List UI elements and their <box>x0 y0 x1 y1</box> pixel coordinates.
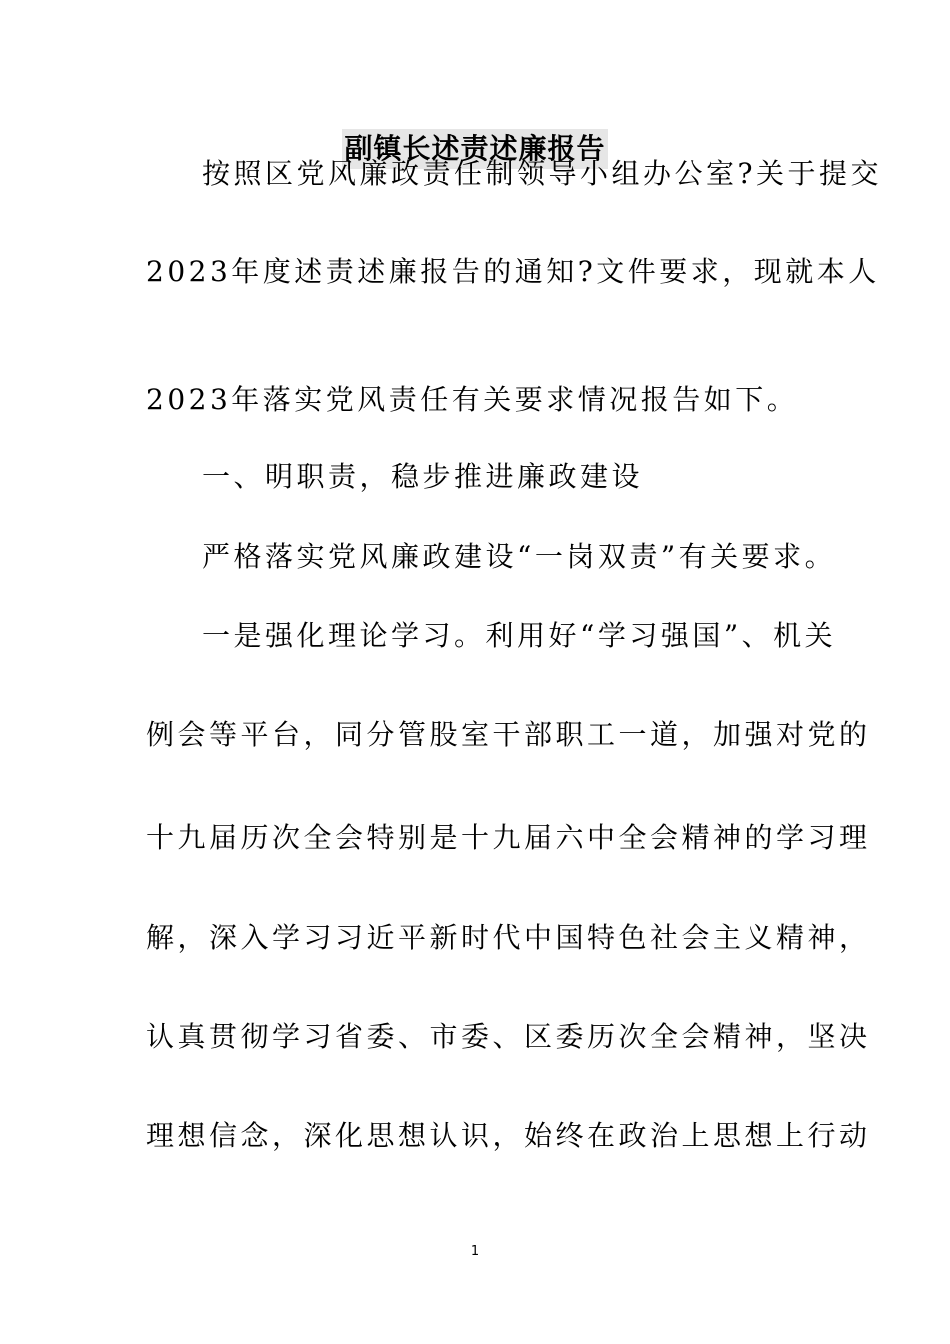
paragraph-line: 严格落实党风廉政建设“一岗双责”有关要求。 <box>202 540 837 573</box>
paragraph-line: 认真贯彻学习省委、市委、区委历次全会精神，坚决 <box>146 1020 871 1053</box>
paragraph-line: 理想信念，深化思想认识，始终在政治上思想上行动 <box>146 1119 871 1152</box>
paragraph-line: 解，深入学习习近平新时代中国特色社会主义精神， <box>146 921 871 954</box>
paragraph-line: 2023年落实党风责任有关要求情况报告如下。 <box>146 383 799 416</box>
paragraph-line: 十九届历次全会特别是十九届六中全会精神的学习理 <box>146 821 871 854</box>
paragraph-line: 例会等平台，同分管股室干部职工一道，加强对党的 <box>146 718 871 751</box>
page-number: 1 <box>470 1244 480 1259</box>
paragraph-line: 2023年度述责述廉报告的通知?文件要求，现就本人 <box>146 255 880 288</box>
paragraph-line: 一是强化理论学习。利用好“学习强国”、机关 <box>202 619 837 652</box>
paragraph-line: 按照区党风廉政责任制领导小组办公室?关于提交 <box>202 157 883 190</box>
document-title: 副镇长述责述廉报告 <box>342 129 607 169</box>
section-heading: 一、明职责，稳步推进廉政建设 <box>202 460 644 493</box>
